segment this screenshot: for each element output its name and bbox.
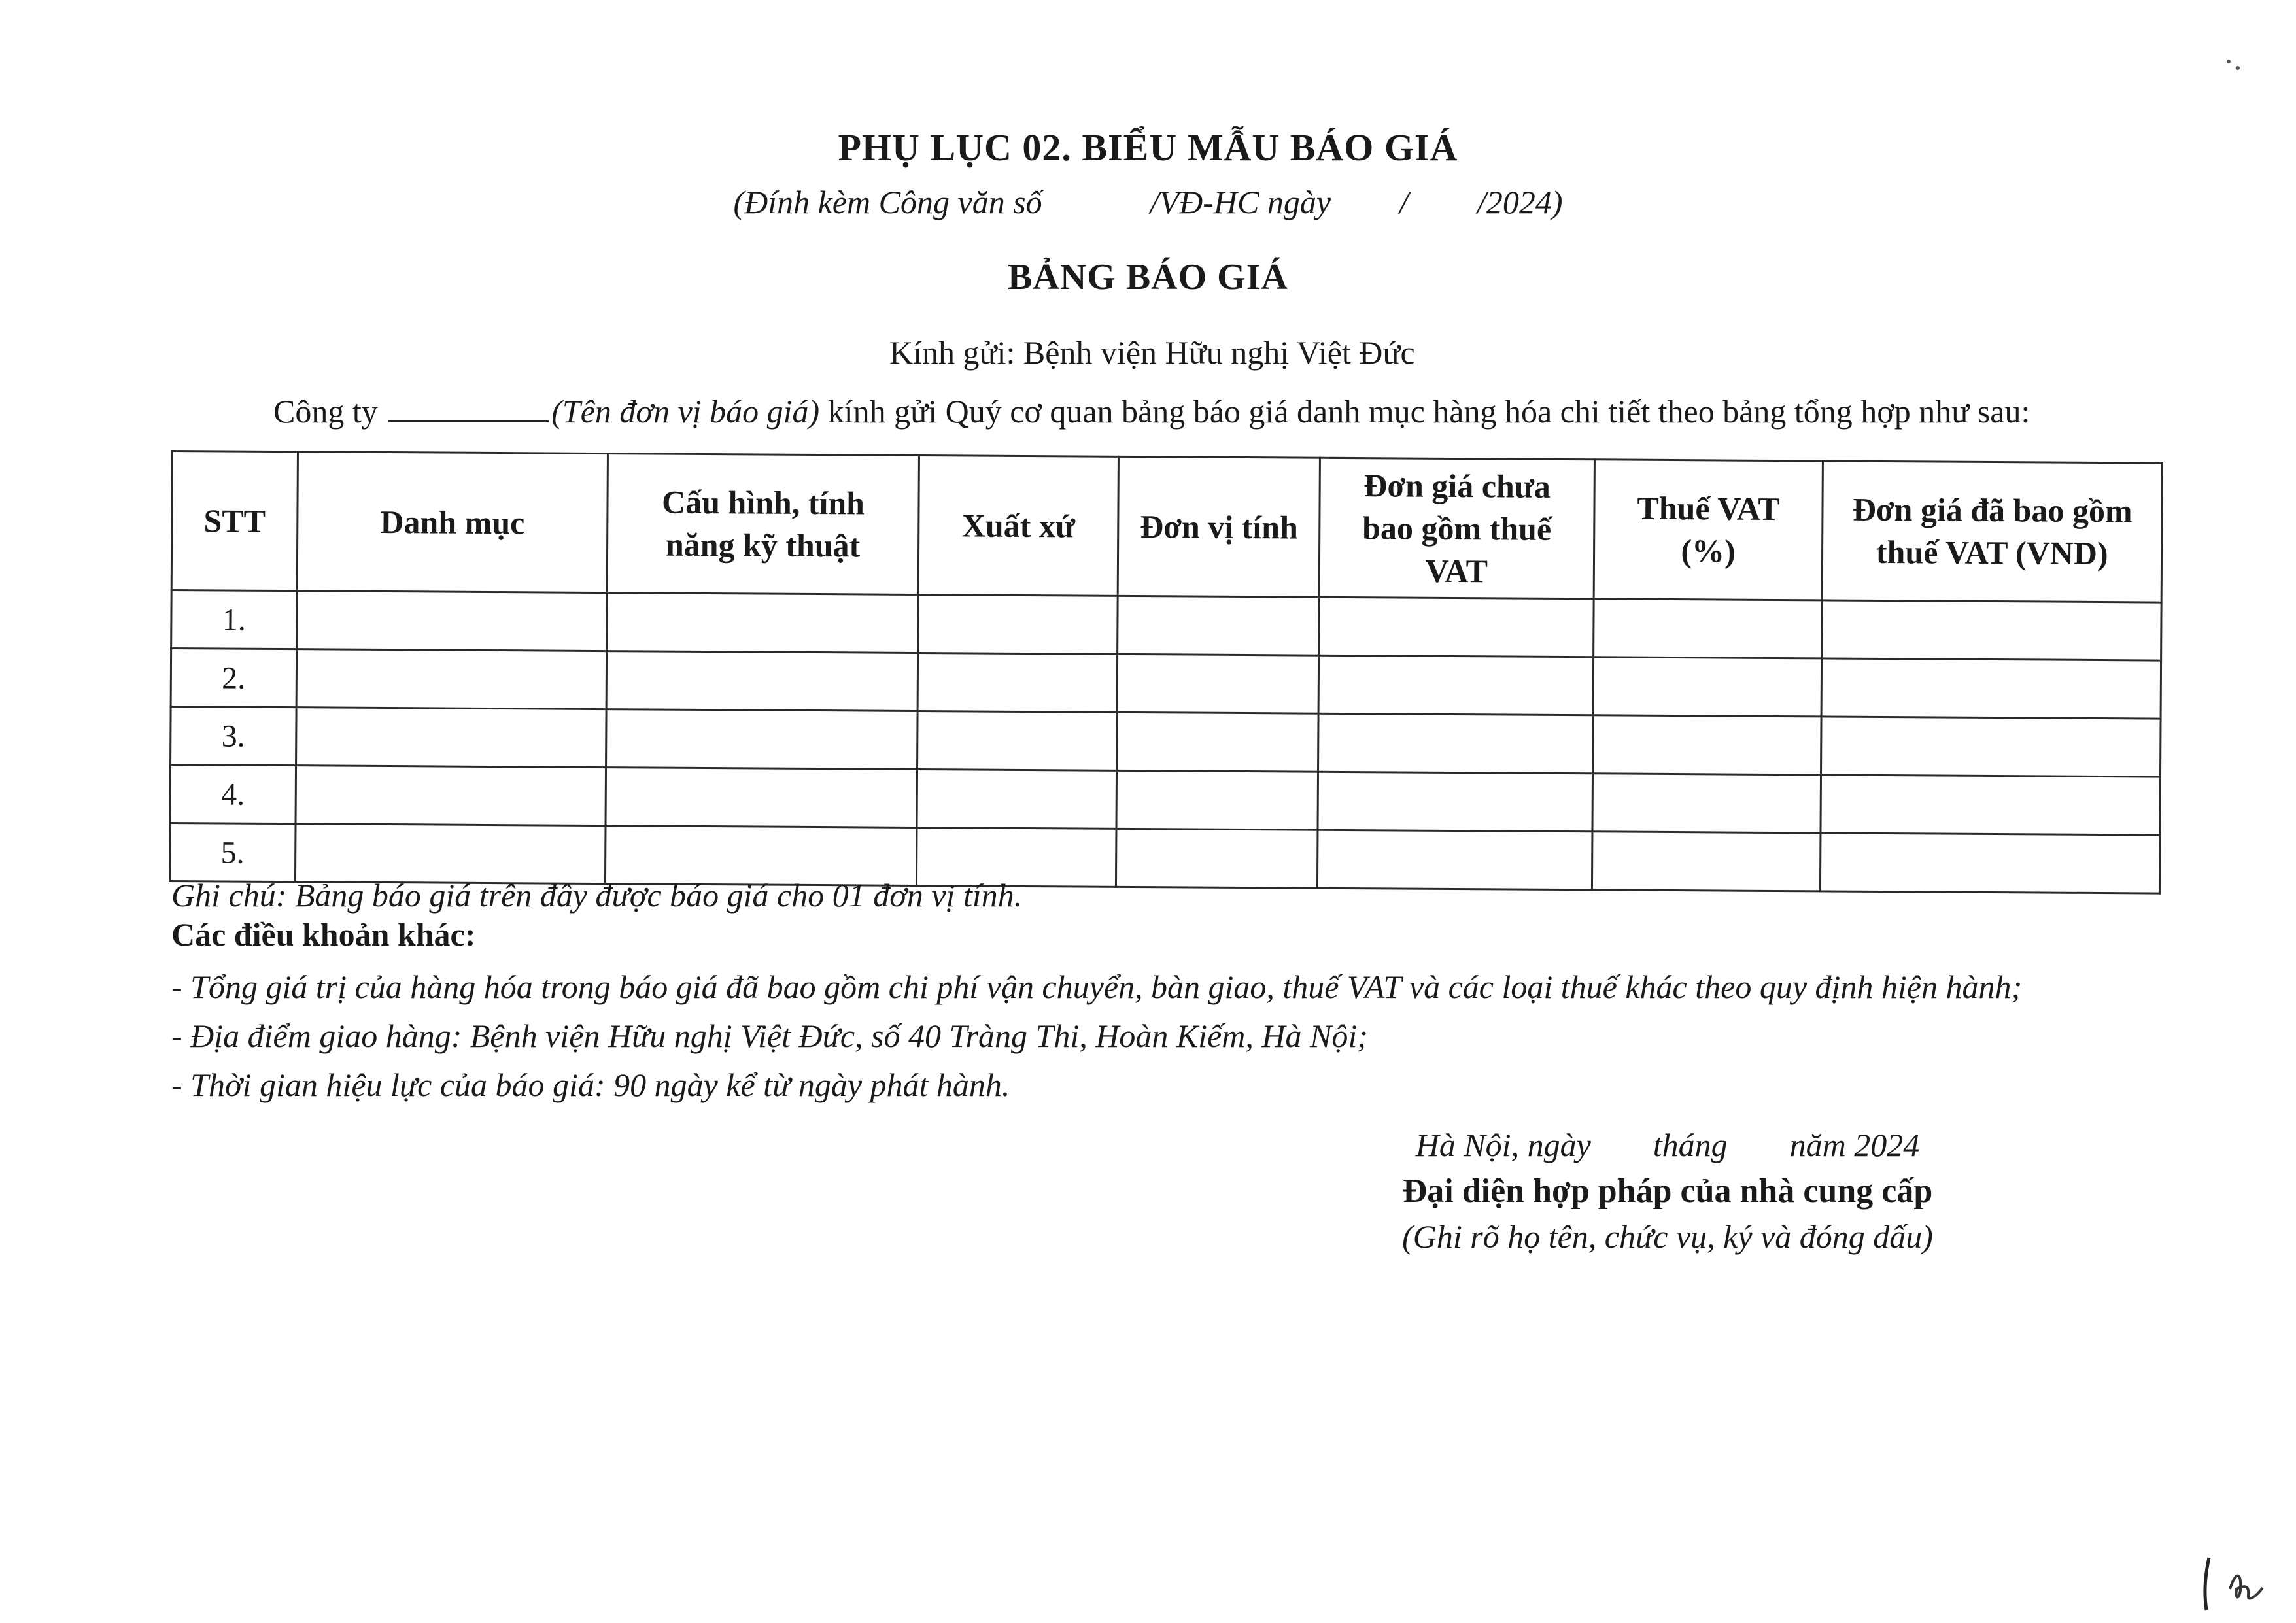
table-header-row (171, 451, 2162, 603)
row-number: 3. (171, 707, 296, 766)
table-cell[interactable] (1593, 657, 1822, 717)
form-title: BẢNG BÁO GIÁ (1008, 257, 1288, 298)
header-stt: STT (171, 451, 298, 591)
table-cell[interactable] (296, 708, 606, 768)
signature-instruction: (Ghi rõ họ tên, chức vụ, ký và đóng dấu) (1402, 1218, 1933, 1255)
table-cell[interactable] (606, 709, 917, 770)
table-cell[interactable] (1822, 600, 2161, 660)
header-origin: Xuất xứ (918, 455, 1119, 596)
table-cell[interactable] (607, 593, 918, 653)
row-number: 4. (170, 765, 296, 824)
attachment-doc-code: /VĐ-HC ngày (1150, 184, 1331, 220)
company-name-blank[interactable] (388, 394, 549, 422)
attachment-year: /2024) (1477, 184, 1563, 220)
intro-placeholder: (Tên đơn vị báo giá) (551, 393, 820, 430)
table-cell[interactable] (917, 711, 1117, 770)
term-item: - Thời gian hiệu lực của báo giá: 90 ngày kể từ ngày phát hành. (171, 1067, 1010, 1103)
date-place: Hà Nội, ngày (1415, 1127, 1591, 1163)
table-cell[interactable] (296, 649, 607, 709)
table-cell[interactable] (917, 653, 1118, 712)
terms-heading: Các điều khoản khác: (171, 916, 476, 953)
row-number: 1. (171, 590, 297, 649)
date-year: năm 2024 (1789, 1127, 1920, 1163)
table-cell[interactable] (917, 594, 1118, 654)
term-item: - Tổng giá trị của hàng hóa trong báo giá đã bao gồm chi phí vận chuyển, bàn giao, thuế VAT và các loại thuế khác theo quy định hiện hành; (171, 968, 2023, 1005)
header-specs: Cấu hình, tính năng kỹ thuật (607, 454, 919, 595)
header-item: Danh mục (297, 452, 608, 593)
table-cell[interactable] (1822, 658, 2161, 719)
handwritten-initial-mark (2197, 1550, 2269, 1615)
greeting: Kính gửi: Bệnh viện Hữu nghị Việt Đức (889, 334, 1415, 371)
table-cell[interactable] (1318, 655, 1593, 715)
header-price-ex-vat: Đơn giá chưa bao gồm thuế VAT (1319, 458, 1594, 599)
table-cell[interactable] (917, 769, 1117, 829)
page-title: PHỤ LỤC 02. BIỂU MẪU BÁO GIÁ (838, 126, 1458, 169)
table-cell[interactable] (1116, 770, 1318, 830)
table-cell[interactable] (1821, 775, 2160, 835)
intro-prefix: Công ty (273, 393, 378, 430)
table-cell[interactable] (1318, 713, 1593, 774)
row-number: 5. (169, 823, 295, 881)
table-cell[interactable] (1821, 833, 2160, 893)
quotation-table (169, 450, 2163, 895)
table-cell[interactable] (296, 591, 607, 651)
term-item: - Địa điểm giao hàng: Bệnh viện Hữu nghị Việt Đức, số 40 Tràng Thi, Hoàn Kiếm, Hà Nội; (171, 1017, 1368, 1054)
signature-role: Đại diện hợp pháp của nhà cung cấp (1402, 1172, 1933, 1210)
table-cell[interactable] (1118, 596, 1319, 655)
date-month: tháng (1653, 1127, 1728, 1163)
intro-suffix: kính gửi Quý cơ quan bảng báo giá danh mục hàng hóa chi tiết theo bảng tổng hợp như sau: (827, 393, 2030, 430)
attachment-reference (0, 183, 2296, 221)
table-cell[interactable] (1821, 717, 2161, 777)
header-unit: Đơn vị tính (1118, 456, 1320, 597)
attachment-slash: / (1399, 184, 1409, 220)
table-cell[interactable] (296, 766, 606, 826)
table-cell[interactable] (606, 768, 917, 828)
table-cell[interactable] (1319, 597, 1594, 657)
table-cell[interactable] (606, 651, 917, 711)
header-price-inc-vat: Đơn giá đã bao gồm thuế VAT (VND) (1823, 461, 2163, 602)
table-cell[interactable] (1592, 774, 1821, 833)
intro-line (273, 392, 2030, 430)
note-text: Ghi chú: Bảng báo giá trên đây được báo giá cho 01 đơn vị tính. (171, 877, 1023, 914)
table-cell[interactable] (1117, 654, 1318, 713)
table-cell[interactable] (1593, 599, 1822, 658)
attachment-prefix: (Đính kèm Công văn số (733, 184, 1042, 220)
signature-date (1373, 1126, 1962, 1164)
table-cell[interactable] (1318, 772, 1592, 832)
table-cell[interactable] (1592, 715, 1821, 775)
table-cell[interactable] (1318, 830, 1592, 890)
row-number: 2. (171, 649, 296, 708)
table-cell[interactable] (1592, 832, 1821, 891)
header-vat-rate: Thuế VAT (%) (1594, 460, 1823, 600)
table-cell[interactable] (1116, 829, 1318, 888)
table-cell[interactable] (1117, 712, 1318, 772)
scan-speck (2223, 56, 2250, 76)
table-cell[interactable] (295, 824, 606, 884)
